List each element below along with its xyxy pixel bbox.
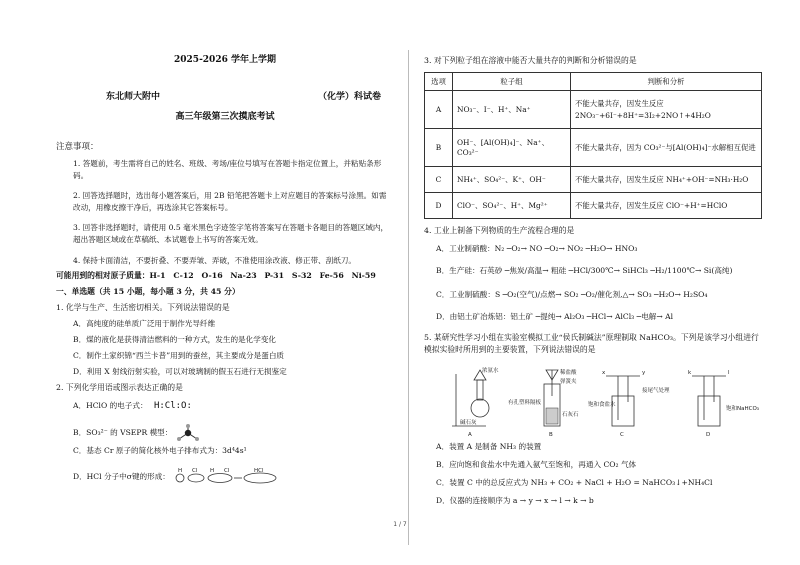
note-item: 1. 答题前，考生需将自己的姓名、班级、考场/座位号填写在答题卡指定位置上，并粘贴条形码。	[73, 159, 382, 180]
apparatus-diagram	[446, 366, 762, 438]
q2-option-a-text: A．HClO 的电子式：	[73, 401, 148, 410]
note-item: 3. 回答非选择题时，请使用 0.5 毫米黑色字迹签字笔将答案写在答题卡各题目的答题区域内，超出答题区域或在草稿纸、本试题卷上书写的答案无效。	[73, 223, 389, 244]
table-cell: 不能大量共存，因发生反应 NH₄⁺+OH⁻=NH₃·H₂O	[571, 167, 762, 193]
q4-option-a: A．工业制硝酸：N₂ ─O₂→ NO ─O₂→ NO₂ ─H₂O→ HNO₃	[436, 244, 638, 253]
q4-option-c: C．工业制硫酸：S ─O₂(空气)/点燃→ SO₂ ─O₂/催化剂,△→ SO₃ ─H₂O→ H₂SO₄	[436, 290, 708, 299]
cell-line: 2NO₃⁻+6I⁻+8H⁺=3I₂+2NO↑+4H₂O	[575, 111, 711, 120]
q2-option-d	[73, 468, 393, 486]
q5-option-c: C．装置 C 中的总反应式为 NH₃ + CO₂ + NaCl + H₂O = NaHCO₃↓+NH₄Cl	[436, 478, 713, 487]
notes-heading: 注意事项：	[56, 142, 99, 152]
sigma-label: H	[210, 468, 215, 474]
apparatus-label: 稀盐酸	[560, 370, 577, 376]
table-cell: 不能大量共存，因为 CO₃²⁻与[Al(OH)₄]⁻水解相互促进	[571, 129, 762, 167]
q3-table	[424, 72, 762, 219]
apparatus-label: D	[706, 432, 711, 438]
table-row	[425, 129, 762, 167]
apparatus-label: 有孔塑料隔板	[508, 400, 542, 406]
table-cell: D	[425, 193, 453, 219]
table-cell: C	[425, 167, 453, 193]
school-name: 东北师大附中	[106, 92, 161, 102]
section-heading: 一、单选题（共 15 小题，每小题 3 分，共 45 分）	[56, 287, 240, 296]
q5-option-a: A．装置 A 是制备 NH₃ 的装置	[436, 442, 542, 451]
table-cell: 不能大量共存，因发生反应 ClO⁻+H⁺=HClO	[571, 193, 762, 219]
question-3-stem: 3. 对下列粒子组在溶液中能否大量共存的判断和分析错误的是	[424, 56, 637, 65]
q1-option-b: B．煤的液化是获得清洁燃料的一种方式，发生的是化学变化	[73, 335, 277, 344]
sigma-bond-diagram	[172, 468, 282, 486]
question-2-stem: 2. 下列化学用语或图示表达正确的是	[56, 383, 183, 392]
table-cell: ClO⁻、SO₄²⁻、H⁺、Mg²⁺	[453, 193, 571, 219]
table-row	[425, 167, 762, 193]
table-cell: NO₃⁻、I⁻、H⁺、Na⁺	[453, 91, 571, 129]
apparatus-label: k	[688, 370, 692, 376]
table-row	[425, 193, 762, 219]
apparatus-label: 弹簧夹	[560, 379, 577, 385]
q2-option-d-text: D．HCl 分子中σ键的形成：	[73, 472, 170, 481]
note-item: 2. 回答选择题时，选出每小题答案后，用 2B 铅笔把答题卡上对应题目的答案标号涂黑。如需改动，用橡皮擦干净后，再选涂其它答案标号。	[73, 191, 387, 212]
apparatus-label: 石灰石	[562, 412, 579, 418]
apparatus-label: 浓氨水	[482, 368, 499, 374]
hclo-electron-formula: H:Cl:O:	[153, 401, 192, 411]
table-cell: A	[425, 91, 453, 129]
q4-option-b: B．生产硅：石英砂 ─焦炭/高温→ 粗硅 ─HCl/300℃→ SiHCl₃ ─H₂/1100℃→ Si(高纯)	[436, 266, 733, 275]
apparatus-label: B	[549, 432, 553, 438]
q5-option-b: B．应向饱和食盐水中先通入氨气至饱和，再通入 CO₂ 气体	[436, 460, 637, 469]
question-1-stem: 1. 化学与生产、生活密切相关。下列说法错误的是	[56, 303, 230, 312]
q2-option-c: C．基态 Cr 原子的简化核外电子排布式为：3d⁴4s¹	[73, 446, 247, 455]
page-number: 1 / 7	[393, 521, 407, 528]
sigma-label: Cl	[224, 468, 230, 474]
q4-option-d: D．由铝土矿冶炼铝：铝土矿 ─提纯→ Al₂O₃ ─HCl→ AlCl₃ ─电解→ Al	[436, 312, 674, 321]
apparatus-figure	[446, 366, 762, 438]
table-header: 选项	[425, 73, 453, 91]
apparatus-label: y	[642, 370, 646, 376]
question-4-stem: 4. 工业上制备下列物质的生产流程合理的是	[424, 226, 575, 235]
cell-line: 不能大量共存，因发生反应	[575, 98, 664, 108]
apparatus-label: A	[468, 432, 472, 438]
table-cell	[571, 91, 762, 129]
q5-option-d: D．仪器的连接顺序为 a → y → x → l → k → b	[436, 496, 594, 505]
apparatus-label: C	[620, 432, 624, 438]
sigma-label: HCl	[254, 468, 264, 474]
table-cell: NH₄⁺、SO₄²⁻、K⁺、OH⁻	[453, 167, 571, 193]
apparatus-label: 碱石灰	[460, 420, 477, 426]
apparatus-label: 饱和食盐水	[588, 402, 616, 408]
table-cell: B	[425, 129, 453, 167]
apparatus-label: 饱和NaHCO₃	[726, 406, 759, 412]
question-5-stem: 5. 某研究性学习小组在实验室模拟工业“侯氏制碱法”原理制取 NaHCO₃。下列是该学习小组进行模拟实验时所用到的主要装置，下列说法错误的是	[424, 333, 759, 355]
exam-title: 高三年级第三次摸底考试	[175, 112, 275, 122]
q1-option-c: C．制作土家织锦“西兰卡普”用到的蚕丝，其主要成分是蛋白质	[73, 351, 285, 360]
apparatus-label: 接尾气处理	[642, 388, 670, 394]
apparatus-label: l	[728, 370, 730, 376]
exam-year: 2025-2026 学年上学期	[174, 55, 276, 65]
subject-title: （化学）科试卷	[318, 92, 382, 102]
table-header: 粒子组	[453, 73, 571, 91]
q1-option-a: A．高纯度的硅单质广泛用于制作光导纤维	[73, 319, 216, 328]
table-header-row	[425, 73, 762, 91]
table-header: 判断和分析	[571, 73, 762, 91]
table-row	[425, 91, 762, 129]
column-divider	[408, 50, 409, 545]
atomic-masses: 可能用到的相对原子质量：H-1 C-12 O-16 Na-23 P-31 S-32 Fe-56 Ni-59	[56, 271, 376, 280]
table-cell: OH⁻、[Al(OH)₄]⁻、Na⁺、CO₃²⁻	[453, 129, 571, 167]
q2-option-a	[73, 401, 393, 412]
apparatus-label: x	[602, 370, 606, 376]
vsepr-model-icon	[175, 424, 201, 442]
sigma-label: H	[178, 468, 183, 474]
sigma-label: Cl	[192, 468, 198, 474]
q1-option-d: D．利用 X 射线衍射实验，可以对玻璃制的假玉石进行无损鉴定	[73, 367, 287, 376]
q2-option-b	[73, 424, 393, 442]
q2-option-b-text: B．SO₃²⁻ 的 VSEPR 模型：	[73, 428, 173, 437]
note-item: 4. 保持卡面清洁，不要折叠、不要弄皱、弄破，不准使用涂改液、修正带、刮纸刀。	[73, 256, 357, 265]
